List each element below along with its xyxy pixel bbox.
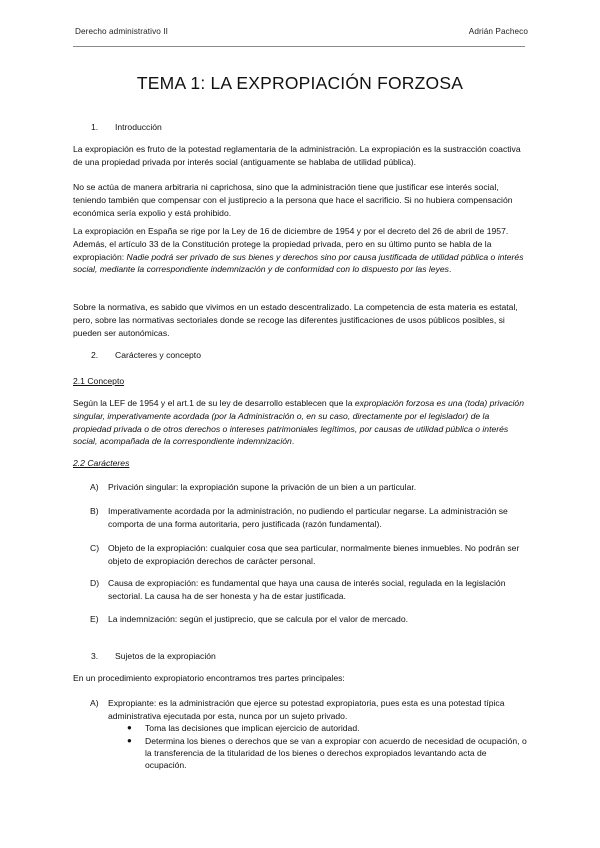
paragraph-sujetos-intro: En un procedimiento expropiatorio encontramos tres partes principales: bbox=[73, 673, 345, 683]
subheading-concepto: 2.1 Concepto bbox=[73, 376, 125, 386]
list-item bbox=[90, 577, 526, 603]
legal-basis-text: La expropiación en España se rige por la Ley de 16 de diciembre de 1954 y por el decreto del 26 de abril de 1957. Además, el artículo 33 de la Constitución protege la propiedad privada, pero en su último punto se habla de la expropiación: bbox=[73, 226, 509, 262]
list-marker: E) bbox=[90, 614, 99, 624]
concepto-definition: expropiación forzosa es una (toda) privación singular, imperativamente acordada (por la Administración o, en su caso, directamente por el legislador) de la propiedad privada o de otros derechos o intereses patrimoniales legítimos, por causas de utilidad pública o interés social, acompañada de la correspondiente indemnización bbox=[73, 398, 524, 447]
bullet-item bbox=[127, 735, 527, 772]
section-number: 3. bbox=[91, 651, 99, 661]
bullet-text: Determina los bienes o derechos que se van a expropiar con acuerdo de necesidad de ocupación, o la transferencia de la titularidad de los bienes o derechos expropiados levantando acta de ocupación. bbox=[145, 736, 527, 771]
paragraph-normativa: Sobre la normativa, es sabido que vivimos en un estado descentralizado. La competencia de esta materia es estatal, pero, sobre las normativas sectoriales donde se recoge las diferentes justificaciones de usos públicos posibles, si pueden ser autonómicas. bbox=[73, 302, 518, 338]
list-item bbox=[90, 697, 526, 723]
section-title: Sujetos de la expropiación bbox=[115, 651, 216, 661]
list-item bbox=[90, 481, 526, 494]
legal-basis-end: . bbox=[448, 264, 452, 275]
concepto-end: . bbox=[291, 436, 295, 447]
page-title: TEMA 1: LA EXPROPIACIÓN FORZOSA bbox=[136, 73, 464, 93]
list-text: Privación singular: la expropiación supone la privación de un bien a un particular. bbox=[108, 482, 417, 492]
list-item bbox=[90, 505, 526, 531]
section-title: Introducción bbox=[115, 122, 162, 132]
constitution-quote: Nadie podrá ser privado de sus bienes y derechos sino por causa justificada de utilidad pública o interés social, mediante la correspondiente indemnización y de conformidad con lo dispuesto por las leyes bbox=[73, 251, 524, 275]
section-number: 1. bbox=[91, 122, 99, 132]
bullet-item bbox=[127, 722, 527, 734]
paragraph-legal-basis bbox=[73, 225, 528, 276]
paragraph-justification: No se actúa de manera arbitraria ni caprichosa, sino que la administración tiene que justificar ese interés social, teniendo también que compensar con el justiprecio a la persona que hace el sacrificio. Si no hubiera compensación económica sería expolio y está prohibido. bbox=[73, 182, 513, 218]
list-text: Expropiante: es la administración que ejerce su potestad expropiatoria, pues esta es una potestad típica administrativa ejecutada por esta, nunca por un sujeto privado. bbox=[108, 698, 505, 721]
paragraph-definition: La expropiación es fruto de la potestad reglamentaria de la administración. La expropiación es la sustracción coactiva de una propiedad privada por interés social (antiguamente se hablaba de utilidad pública). bbox=[73, 144, 521, 167]
section-heading-caracteres bbox=[91, 350, 201, 360]
header-course: Derecho administrativo II bbox=[75, 27, 169, 36]
list-text: Imperativamente acordada por la administración, no pudiendo el particular negarse. La administración se comporta de una forma autoritaria, pero justificada (razón fundamental). bbox=[108, 506, 508, 529]
list-text: Objeto de la expropiación: cualquier cosa que sea particular, normalmente bienes inmuebles. No podrán ser objeto de expropiación derechos de carácter personal. bbox=[108, 543, 520, 566]
list-marker: A) bbox=[90, 698, 99, 708]
paragraph-concepto bbox=[73, 397, 528, 448]
header-divider bbox=[73, 46, 525, 47]
list-text: La indemnización: según el justiprecio, que se calcula por el valor de mercado. bbox=[108, 614, 408, 624]
list-text: Causa de expropiación: es fundamental que haya una causa de interés social, regulada en la legislación sectorial. La causa ha de ser honesta y ha de estar justificada. bbox=[108, 578, 506, 601]
bullet-text: Toma las decisiones que implican ejercicio de autoridad. bbox=[145, 723, 360, 733]
subheading-caracteres: 2.2 Carácteres bbox=[73, 458, 130, 468]
bullet-icon: ● bbox=[127, 723, 132, 732]
section-heading-sujetos bbox=[91, 651, 216, 661]
section-number: 2. bbox=[91, 350, 99, 360]
list-item bbox=[90, 542, 526, 568]
list-marker: B) bbox=[90, 506, 99, 516]
list-marker: D) bbox=[90, 578, 100, 588]
list-marker: C) bbox=[90, 543, 100, 553]
list-item bbox=[90, 613, 526, 626]
section-title: Carácteres y concepto bbox=[115, 350, 201, 360]
bullet-icon: ● bbox=[127, 736, 132, 745]
concepto-text: Según la LEF de 1954 y el art.1 de su ley de desarrollo establecen que la bbox=[73, 398, 355, 408]
section-heading-introduccion bbox=[91, 122, 162, 132]
list-marker: A) bbox=[90, 482, 99, 492]
header-author: Adrián Pacheco bbox=[468, 27, 528, 36]
